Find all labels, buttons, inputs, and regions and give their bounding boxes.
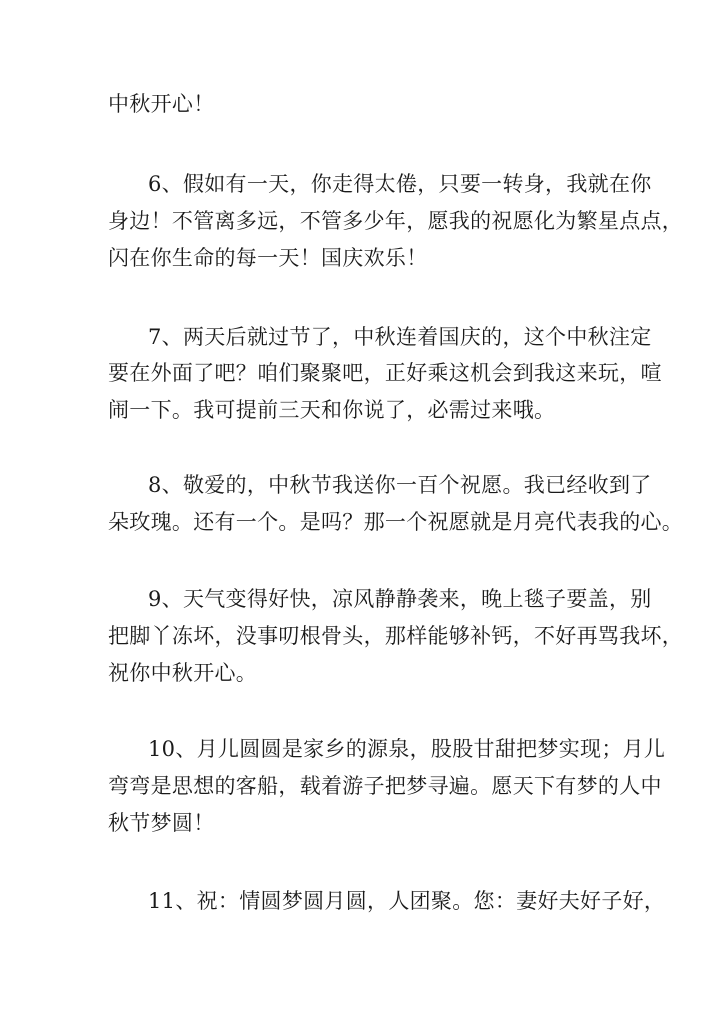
text-line: 祝你中秋开心。 <box>108 661 258 685</box>
text-line: 朵玫瑰。还有一个。是吗？那一个祝愿就是月亮代表我的心。 <box>108 510 684 534</box>
text-line: 10、月儿圆圆是家乡的源泉，股股甘甜把梦实现；月儿 <box>148 737 666 761</box>
text-line: 弯弯是思想的客船，载着游子把梦寻遍。愿天下有梦的人中 <box>108 774 662 798</box>
text-line: 中秋开心！ <box>108 92 215 116</box>
text-line: 要在外面了吧？咱们聚聚吧，正好乘这机会到我这来玩，喧 <box>108 361 662 385</box>
text-line: 闪在你生命的每一天！国庆欢乐！ <box>108 246 428 270</box>
text-line: 秋节梦圆！ <box>108 811 215 835</box>
text-line: 闹一下。我可提前三天和你说了，必需过来哦。 <box>108 398 556 422</box>
text-line: 把脚丫冻坏，没事叨根骨头，那样能够补钙，不好再骂我坏， <box>108 624 684 648</box>
text-line: 身边！不管离多远，不管多少年，愿我的祝愿化为繁星点点， <box>108 209 684 233</box>
text-line: 11、祝：情圆梦圆月圆，人团聚。您：妻好夫好子好， <box>148 889 666 913</box>
text-line: 9、天气变得好快，凉风静静袭来，晚上毯子要盖，别 <box>148 587 652 611</box>
text-line: 7、两天后就过节了，中秋连着国庆的，这个中秋注定 <box>148 325 652 349</box>
text-line: 6、假如有一天，你走得太倦，只要一转身，我就在你 <box>148 172 652 196</box>
text-line: 8、敬爱的，中秋节我送你一百个祝愿。我已经收到了 <box>148 473 652 497</box>
